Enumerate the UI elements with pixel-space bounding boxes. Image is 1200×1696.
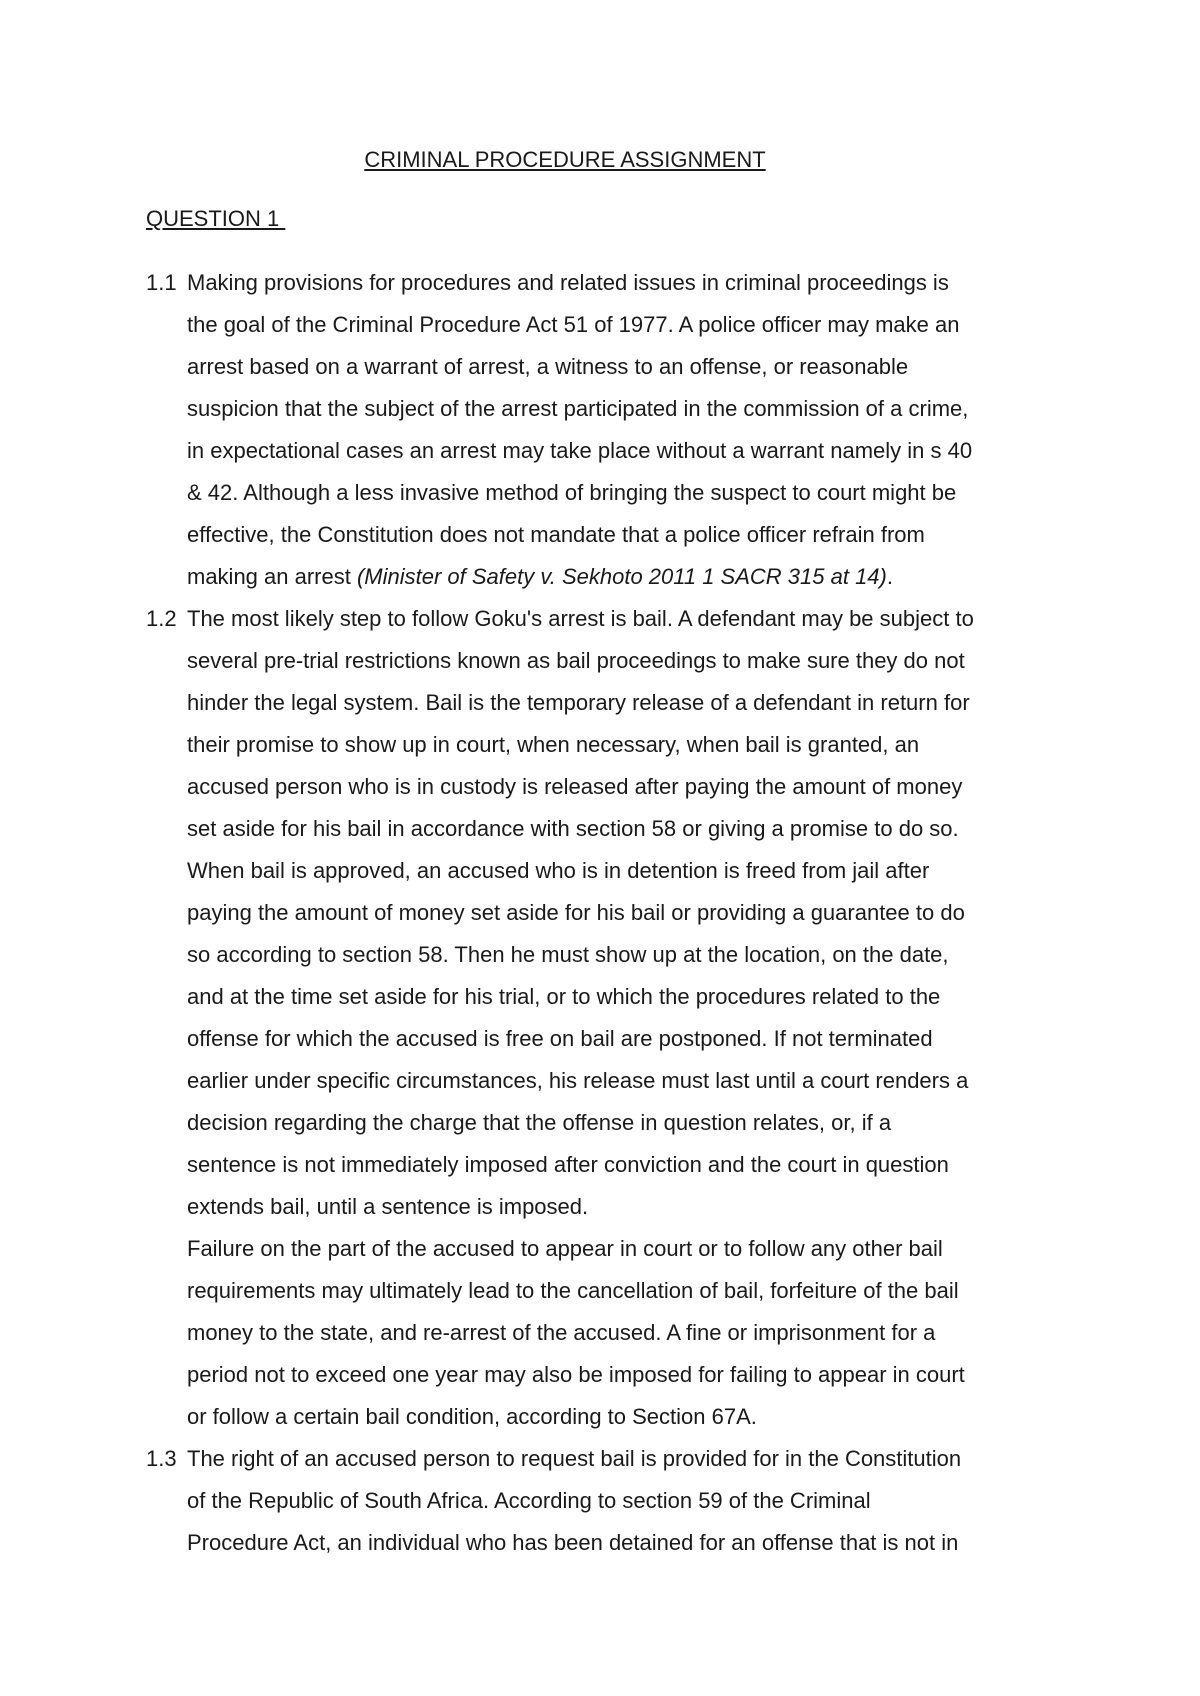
section-1-3 (146, 1438, 1076, 1564)
text-line: suspicion that the subject of the arrest participated in the commission of a crime, (187, 396, 969, 421)
text-line: sentence is not immediately imposed after conviction and the court in question (187, 1152, 949, 1177)
section-number: 1.2 (146, 606, 177, 631)
text-line: The right of an accused person to request bail is provided for in the Constitution (187, 1446, 962, 1471)
text-line: and at the time set aside for his trial, or to which the procedures related to the (187, 984, 941, 1009)
text-line: in expectational cases an arrest may take place without a warrant namely in s 40 (187, 438, 973, 463)
question-heading: QUESTION 1 (146, 206, 286, 231)
document-body (146, 262, 1076, 1564)
text-line: the goal of the Criminal Procedure Act 51 of 1977. A police officer may make an (187, 312, 960, 337)
text-line: money to the state, and re-arrest of the accused. A fine or imprisonment for a (187, 1320, 936, 1345)
text-line: Making provisions for procedures and related issues in criminal proceedings is (187, 270, 949, 295)
text-line: requirements may ultimately lead to the cancellation of bail, forfeiture of the bail (187, 1278, 959, 1303)
section-number: 1.3 (146, 1446, 177, 1471)
text-line: so according to section 58. Then he must show up at the location, on the date, (187, 942, 949, 967)
text-line: hinder the legal system. Bail is the temporary release of a defendant in return for (187, 690, 970, 715)
text-line: paying the amount of money set aside for his bail or providing a guarantee to do (187, 900, 965, 925)
section-1-1 (146, 262, 1076, 598)
text-line: or follow a certain bail condition, according to Section 67A. (187, 1404, 757, 1429)
section-1-2 (146, 598, 1076, 1438)
text-line: of the Republic of South Africa. According to section 59 of the Criminal (187, 1488, 871, 1513)
text-line: arrest based on a warrant of arrest, a witness to an offense, or reasonable (187, 354, 909, 379)
text-line: Failure on the part of the accused to appear in court or to follow any other bail (187, 1236, 943, 1261)
text-line: effective, the Constitution does not mandate that a police officer refrain from (187, 522, 925, 547)
text-line: The most likely step to follow Goku's arrest is bail. A defendant may be subject to (187, 606, 974, 631)
document-title: CRIMINAL PROCEDURE ASSIGNMENT (364, 147, 766, 172)
section-number: 1.1 (146, 270, 177, 295)
text-line: decision regarding the charge that the offense in question relates, or, if a (187, 1110, 892, 1135)
text-line: several pre-trial restrictions known as bail proceedings to make sure they do not (187, 648, 965, 673)
text-line: Procedure Act, an individual who has been detained for an offense that is not in (187, 1530, 959, 1555)
text-line: their promise to show up in court, when necessary, when bail is granted, an (187, 732, 920, 757)
case-citation: (Minister of Safety v. Sekhoto 2011 1 SACR 315 at 14) (356, 564, 887, 589)
text-fragment: making an arrest (187, 564, 357, 589)
text-line: set aside for his bail in accordance with section 58 or giving a promise to do so. (187, 816, 959, 841)
text-line: period not to exceed one year may also be imposed for failing to appear in court (187, 1362, 965, 1387)
text-line: & 42. Although a less invasive method of bringing the suspect to court might be (187, 480, 957, 505)
text-line: accused person who is in custody is released after paying the amount of money (187, 774, 963, 799)
text-line: earlier under specific circumstances, his release must last until a court renders a (187, 1068, 969, 1093)
text-line: When bail is approved, an accused who is in detention is freed from jail after (187, 858, 930, 883)
text-fragment: . (886, 564, 893, 589)
text-line-with-citation (187, 556, 1076, 598)
text-line: extends bail, until a sentence is imposed. (187, 1194, 589, 1219)
text-line: offense for which the accused is free on bail are postponed. If not terminated (187, 1026, 933, 1051)
